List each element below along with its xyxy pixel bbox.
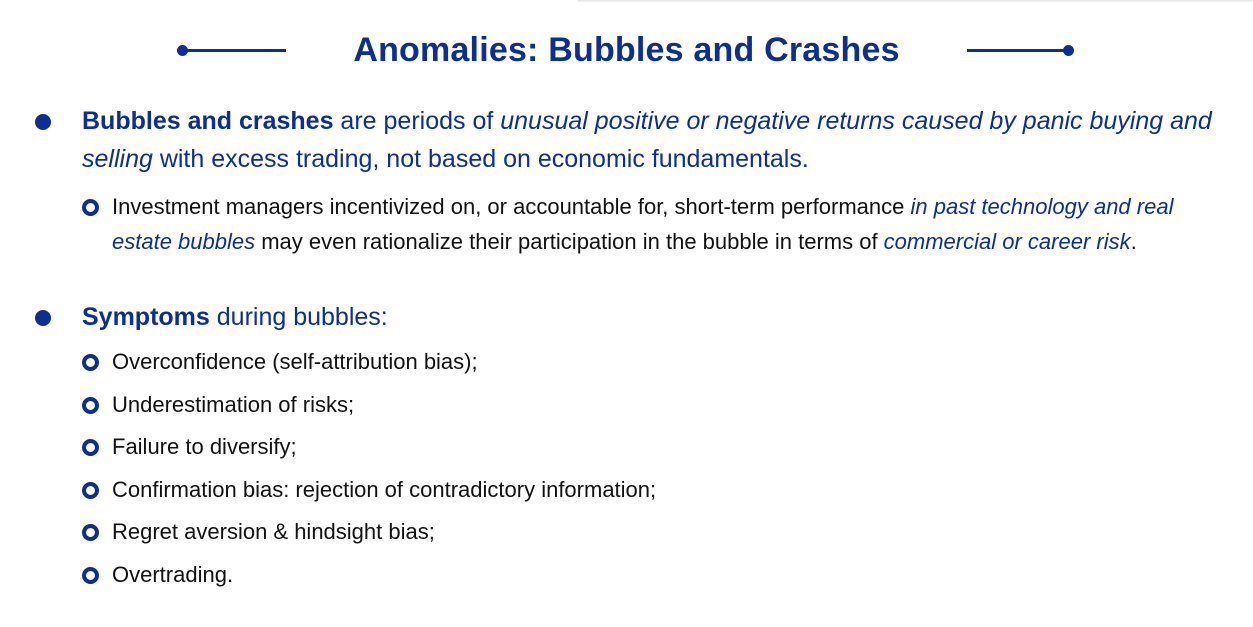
sub-bullet-ring (82, 199, 99, 216)
title-right-rule (967, 49, 1069, 52)
bullet-dot (35, 114, 51, 130)
bullet-text (82, 102, 1222, 178)
sub-bullet-text: Overtrading. (112, 562, 234, 587)
sub-italic-phrase: in past technology and real estate bubbles (112, 194, 1174, 254)
sub-italic-phrase: commercial or career risk (883, 228, 1131, 254)
bullet-italic-phrase: unusual positive or negative returns caused by panic buying and selling (82, 107, 1212, 173)
bullet-bold-term: Bubbles and crashes (82, 107, 334, 135)
sub-bullet-ring (82, 482, 99, 499)
bullet-text-part: during bubbles: (209, 303, 388, 331)
bullet-text (82, 298, 1222, 336)
slide-title: Anomalies: Bubbles and Crashes (353, 31, 900, 69)
sub-bullet-text: Overconfidence (self-attribution bias); (112, 349, 478, 374)
sub-bullet-ring (82, 354, 99, 371)
sub-text-part: may even rationalize their participation in the bubble in terms of (255, 228, 884, 254)
sub-bullet-text: Regret aversion & hindsight bias; (112, 519, 435, 544)
sub-bullet-ring (82, 397, 99, 414)
bullet-text-part: are periods of (333, 107, 501, 135)
bullet-bold-term: Symptoms (82, 303, 210, 331)
top-edge-shadow (578, 0, 1253, 3)
sub-bullet-text: Confirmation bias: rejection of contradictory information; (112, 476, 657, 502)
title-row (0, 28, 1253, 78)
bullet-text-part: with excess trading, not based on economic fundamentals. (152, 145, 809, 173)
sub-bullet-text (112, 190, 1227, 259)
sub-bullet-ring (82, 524, 99, 541)
sub-text-part: Investment managers incentivized on, or accountable for, short-term performance (112, 194, 911, 219)
bullet-dot (35, 310, 51, 326)
sub-bullet-text: Underestimation of risks; (112, 391, 355, 417)
sub-bullet-ring (82, 567, 99, 584)
sub-bullet-ring (82, 439, 99, 456)
title-right-dot (1063, 45, 1074, 56)
sub-bullet-text: Failure to diversify; (112, 434, 297, 459)
sub-text-part: . (1130, 228, 1137, 254)
